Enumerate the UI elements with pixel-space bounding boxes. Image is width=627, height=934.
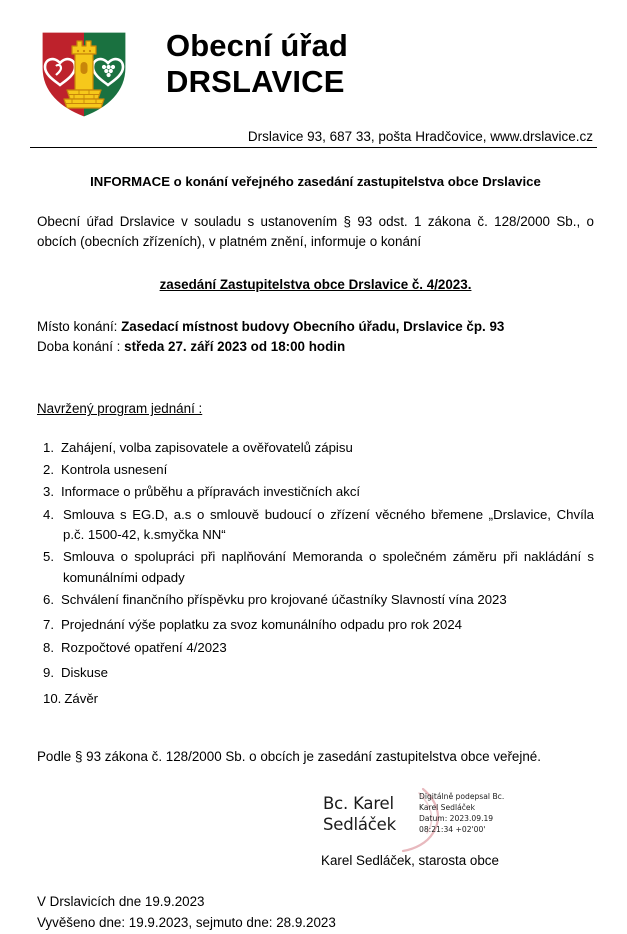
signature-area — [37, 791, 594, 886]
agenda-list — [37, 438, 594, 709]
meeting-place-label: Místo konání: — [37, 318, 118, 334]
document-body — [0, 172, 627, 934]
signature-name-line-1: Bc. Karel — [323, 794, 394, 814]
agenda-item-number: 6. — [43, 591, 54, 607]
agenda-item — [37, 482, 594, 503]
agenda-item-number: 9. — [43, 665, 54, 681]
information-heading: INFORMACE o konání veřejného zasedání zastupitelstva obce Drslavice — [90, 174, 541, 189]
agenda-item-text: Závěr — [64, 690, 99, 706]
agenda-item-number: 3. — [43, 484, 54, 500]
footer-place-date: V Drslavicích dne 19.9.2023 — [37, 894, 205, 910]
signature-detail-date: Datum: 2023.09.19 — [419, 813, 494, 823]
meeting-details — [37, 317, 594, 358]
signature-detail-time: 08:21:34 +02'00' — [419, 824, 486, 834]
meeting-place-row — [37, 317, 594, 337]
agenda-item — [37, 547, 594, 588]
agenda-item — [37, 663, 594, 684]
agenda-item-number: 7. — [43, 617, 54, 633]
law-note: Podle § 93 zákona č. 128/2000 Sb. o obcích je zasedání zastupitelstva obce veřejné. — [37, 749, 541, 765]
meeting-title: zasedání Zastupitelstva obce Drslavice č. 4/2023. — [159, 276, 472, 292]
agenda-item — [37, 689, 594, 710]
organization-title-block — [138, 26, 597, 101]
agenda-item-text: Diskuse — [61, 665, 108, 681]
program-heading-row — [37, 357, 594, 419]
agenda-item-number: 5. — [43, 549, 54, 565]
agenda-item-text: Zahájení, volba zapisovatele a ověřovatelů zápisu — [61, 440, 353, 456]
coat-of-arms-container — [34, 26, 138, 120]
agenda-item — [37, 505, 594, 546]
meeting-time-value: středa 27. září 2023 od 18:00 hodin — [124, 339, 346, 355]
agenda-item-text: Rozpočtové opatření 4/2023 — [61, 639, 227, 655]
meeting-time-label: Doba konání : — [37, 339, 121, 355]
signature-name — [323, 793, 415, 835]
agenda-item — [37, 590, 594, 611]
meeting-time-row — [37, 337, 594, 357]
coat-of-arms-icon — [34, 28, 134, 120]
footer-posting-dates: Vyvěšeno dne: 19.9.2023, sejmuto dne: 28.9.2023 — [37, 915, 336, 931]
document-header — [0, 0, 627, 120]
digital-signature-stamp — [323, 791, 541, 847]
agenda-item-number: 1. — [43, 440, 54, 456]
meeting-place-value: Zasedací místnost budovy Obecního úřadu, Drslavice čp. 93 — [121, 318, 505, 334]
agenda-item-number: 10. — [43, 690, 62, 706]
organization-name-line-2: DRSLAVICE — [166, 64, 345, 100]
agenda-item-text: Smlouva s EG.D, a.s o smlouvě budoucí o zřízení věcného břemene „Drslavice, Chvíla p.č. 1500-42, k.smyčka NN“ — [63, 506, 594, 543]
agenda-item-text: Projednání výše poplatku za svoz komunálního odpadu pro rok 2024 — [61, 617, 463, 633]
signature-name-line-2: Sedláček — [323, 815, 396, 835]
organization-address: Drslavice 93, 687 33, pošta Hradčovice, www.drslavice.cz — [247, 129, 593, 144]
agenda-item — [37, 438, 594, 459]
footer-dates — [37, 892, 594, 934]
agenda-item-text: Schválení finančního příspěvku pro krojované účastníky Slavností vína 2023 — [61, 591, 507, 607]
agenda-item-text: Kontrola usnesení — [61, 462, 168, 478]
agenda-item-text: Smlouva o spolupráci při naplňování Memoranda o společném záměru při nakládání s komunálními odpady — [63, 549, 594, 585]
agenda-item-number: 4. — [43, 506, 54, 522]
organization-name-line-1: Obecní úřad — [166, 28, 348, 63]
program-heading: Navržený program jednání : — [37, 401, 203, 417]
signature-details — [419, 792, 541, 835]
signature-detail-signer-name: Karel Sedláček — [419, 802, 475, 812]
agenda-item-text: Informace o průběhu a přípravách investičních akcí — [61, 484, 361, 500]
agenda-item — [37, 638, 594, 659]
signature-caption: Karel Sedláček, starosta obce — [321, 853, 499, 869]
agenda-item-number: 2. — [43, 462, 54, 478]
agenda-item-number: 8. — [43, 639, 54, 655]
agenda-item — [37, 615, 594, 636]
agenda-item — [37, 460, 594, 481]
signature-detail-signed-by: Digitálně podepsal Bc. — [419, 792, 505, 802]
intro-paragraph: Obecní úřad Drslavice v souladu s ustanovením § 93 odst. 1 zákona č. 128/2000 Sb., o obcích (obecních zřízeních), v platném znění, informuje o konání — [37, 213, 594, 250]
header-divider — [30, 147, 597, 148]
